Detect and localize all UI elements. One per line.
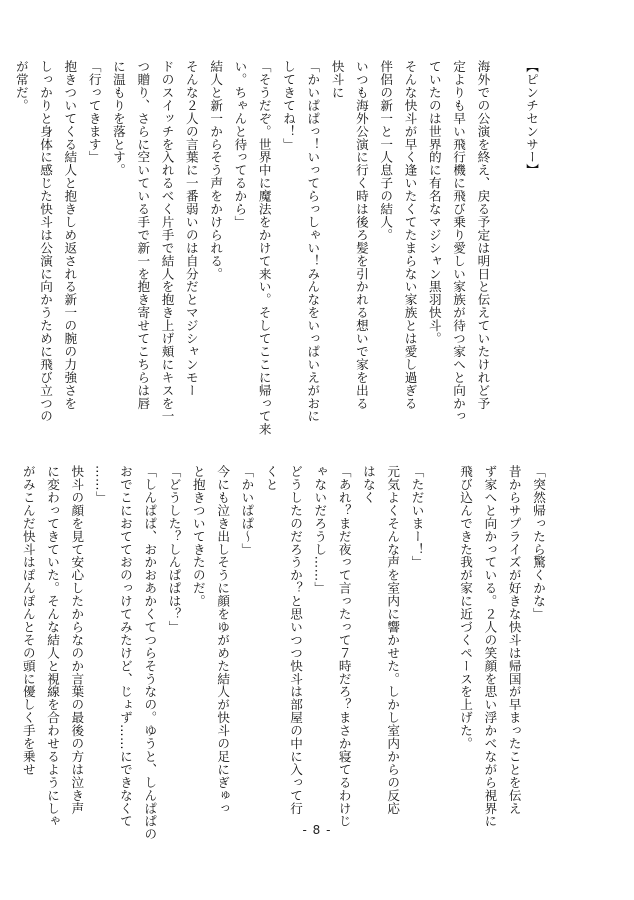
text-line: [494, 60, 518, 415]
text-line: どうしたのだろうか？と思いつつ快斗は部屋の中に入って行: [288, 465, 304, 815]
text-line: 「かいぱぱっ！いってらっしゃい！みんなをいっぱいえがおに: [305, 60, 321, 423]
text-line: 「しんぱぱ、おかおあかくてつらそうなの。ゆうと、しんぱぱの: [142, 465, 158, 841]
text-line: い。ちゃんと待ってるから」: [232, 60, 248, 229]
text-line: 「かいぱぱ〜」: [239, 465, 255, 556]
text-line: 「行ってきます」: [86, 60, 102, 164]
text-line: が常だ。: [13, 60, 29, 112]
text-line: くと: [263, 465, 279, 491]
text-line: 【ピンチセンサー】: [524, 60, 539, 177]
text-line: そんな快斗が早く逢いたくてたまらない家族とは愛し過ぎる: [402, 60, 418, 410]
text-block-bottom: [20, 465, 550, 841]
text-line: 飛び込んできた我が家に近づくペースを上げた。: [458, 465, 474, 750]
text-block-top: [13, 60, 543, 436]
text-line: つ贈り、さらに空いている手で新一を抱き寄せてこちらは唇: [135, 60, 151, 410]
text-line: おでこにおてておのっけてみたけど、じょず……にできなくて: [117, 465, 133, 828]
text-line: そんな２人の言葉に一番弱いのは自分だとマジシャンモー: [183, 60, 199, 397]
text-line: ていたのは世界的に有名なマジシャン黒羽快斗。: [426, 60, 442, 345]
text-line: 海外での公演を終え、戻る予定は明日と伝えていたけれど予: [475, 60, 491, 410]
text-line: 快斗の顔を見て安心したからなのか言葉の最後の方は泣き声: [69, 465, 85, 815]
text-line: 快斗に: [329, 60, 345, 99]
text-line: してきてね！」: [281, 60, 297, 151]
text-line: 伴侶の新一と一人息子の結人。: [378, 60, 394, 242]
text-line: 「そうだぞ。世界中に魔法をかけて来い。そしてここに帰って来: [256, 60, 272, 436]
text-line: はなく: [360, 465, 376, 504]
text-line: と抱きついてきたのだ。: [190, 465, 206, 608]
text-line: に変わってきていた。そんな結人と視線を合わせるようにしゃ: [45, 465, 61, 828]
text-line: がみこんだ快斗はぽんぽんとその頭に優しく手を乗せ: [20, 465, 36, 776]
text-line: いつも海外公演に行く時は後ろ髪を引かれる想いで家を出る: [353, 60, 369, 410]
text-line: 元気よくそんな声を室内に響かせた。しかし室内からの反応: [385, 465, 401, 815]
text-line: 今にも泣き出しそうに顔をゆがめた結人が快斗の足にぎゅっ: [215, 465, 231, 815]
text-line: 定よりも早い飛行機に飛び乗り愛しい家族が待つ家へと向かっ: [451, 60, 467, 423]
text-line: しっかりと身体に感じた快斗は公演に向かうために飛び立つの: [38, 60, 54, 423]
text-line: ……」: [93, 465, 109, 504]
text-line: ゃないだろうし……」: [312, 465, 328, 595]
text-line: 「どうした？しんぱぱは？」: [166, 465, 182, 634]
text-line: ず家へと向かっている。２人の笑顔を思い浮かべながら視界に: [482, 465, 498, 828]
text-line: 「ただいまー！」: [409, 465, 425, 569]
text-line: 「あれ？まだ夜って言ったって７時だろ？まさか寝てるわけじ: [336, 465, 352, 828]
page-number: - 8 -: [302, 823, 332, 837]
text-line: ドのスイッチを入れるべく片手で結人を抱き上げ頬にキスを一: [159, 60, 175, 423]
text-line: 結人と新一からそう声をかけられる。: [208, 60, 224, 281]
text-line: に温もりを落とす。: [110, 60, 126, 177]
text-line: 抱きついてくる結人と抱きしめ返される新一の腕の力強さを: [62, 60, 78, 410]
text-line: 「突然帰ったら驚くかな」: [531, 465, 546, 621]
text-line: 昔からサプライズが好きな快斗は帰国が早まったことを伝え: [506, 465, 522, 815]
text-line: [429, 465, 453, 805]
